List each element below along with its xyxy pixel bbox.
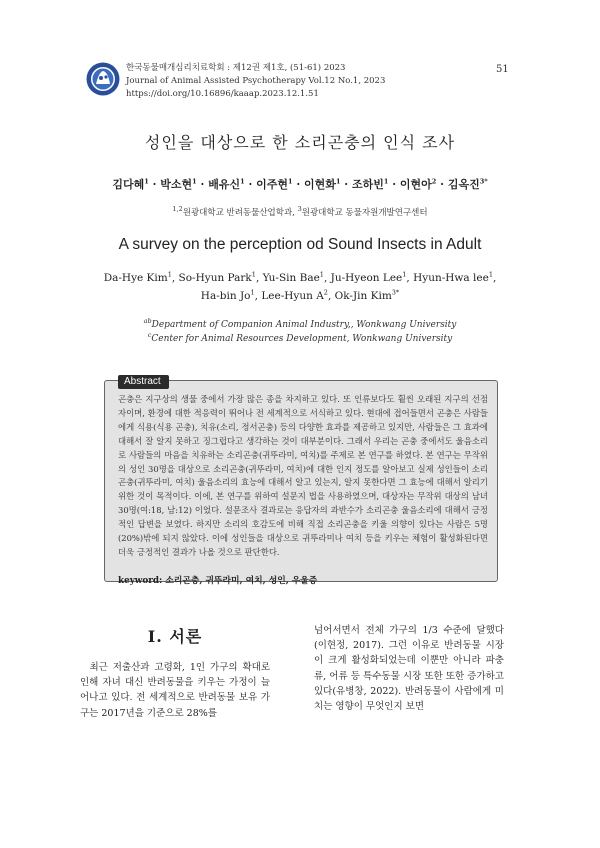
- author-name: 이현아: [399, 178, 432, 191]
- affiliation-english-line2: [0, 332, 600, 346]
- author-name: 이주현: [256, 178, 289, 191]
- journal-header: [126, 62, 385, 101]
- affil-sup: 1,2: [172, 205, 183, 214]
- affil-text: 원광대학교 동물자원개발연구센터: [301, 208, 428, 218]
- author-sup: 3*: [479, 177, 488, 186]
- author-name: Hyun-Hwa lee: [413, 272, 489, 284]
- author-name: 조하빈: [351, 178, 384, 191]
- author-sup: 1: [167, 270, 172, 279]
- affil-sup: c: [147, 331, 152, 339]
- affil-text: 원광대학교 반려동물산업학과,: [182, 208, 298, 218]
- society-seal-logo: [86, 62, 120, 96]
- page-number: 51: [496, 64, 509, 75]
- author-name: 박소현: [160, 178, 193, 191]
- author-name: 배유신: [208, 178, 241, 191]
- authors-english-line1: Da-Hye Kim$^1$, So-Hyun Park$^1$, Yu-Sin Bae$^1$, Ju-Hyeon Lee$^1$, Hyun-Hwa lee$^1$,: [103, 270, 497, 284]
- journal-name-en: Journal of Animal Assisted Psychotherapy Vol.12 No.1, 2023: [126, 76, 386, 86]
- author-name: Ok-Jin Kim: [334, 290, 392, 302]
- affiliation-english-line1: [0, 318, 600, 332]
- author-sup: 1: [488, 270, 493, 279]
- author-name: Ha-bin Jo: [200, 290, 251, 302]
- authors-korean: 김다혜$^1$ · 박소현$^1$ · 배유신$^1$ · 이주현$^1$ · 이현화$^1$ · 조하빈$^1$ · 이현아$^2$ · 김옥진$^{3*}$: [112, 177, 488, 191]
- author-sup: 1: [288, 177, 293, 186]
- authors-english: [0, 269, 600, 305]
- affil-text: Center for Animal Resources Development, Wonkwang University: [151, 334, 453, 344]
- section-title-introduction: Ⅰ. 서론: [147, 627, 203, 646]
- author-name: Ju-Hyeon Lee: [330, 272, 403, 284]
- author-sup: 1: [144, 177, 149, 186]
- abstract-label: Abstract: [118, 375, 169, 389]
- author-name: So-Hyun Park: [178, 272, 252, 284]
- author-sup: 1: [250, 288, 255, 297]
- affiliation-english: [0, 318, 600, 346]
- title-english: A survey on the perception od Sound Insects in Adult: [118, 236, 482, 253]
- author-name: Yu-Sin Bae: [262, 272, 320, 284]
- author-sup: 1: [319, 270, 324, 279]
- author-sup: 1: [402, 270, 407, 279]
- author-name: 김다혜: [112, 178, 145, 191]
- author-sup: 1: [192, 177, 197, 186]
- author-name: Da-Hye Kim: [103, 272, 168, 284]
- body-text-left-column: 최근 저출산과 고령화, 1인 가구의 확대로 인해 자녀 대신 반려동물을 키우는 가정이 늘어나고 있다. 전 세계적으로 반려동물 보유 가구는 2017년을 기준으로 28%를: [80, 662, 270, 719]
- body-text-right-column: 넘어서면서 전체 가구의 1/3 수준에 달했다(이현정, 2017). 그런 이유로 반려동물 시장이 크게 활성화되었는데 이뿐만 아니라 파충류, 어류 등 특수동물 시장 또한 또한 증가하고 있다(유병창, 2022). 반려동물이 사람에게 미치는 영향이 무엇인지 보면: [314, 625, 504, 713]
- authors-english-line2: Ha-bin Jo$^1$, Lee-Hyun $A^2$, Ok-Jin Kim$^{3*}$: [200, 288, 400, 302]
- author-name: Lee-Hyun A: [261, 290, 324, 302]
- keywords: keyword: 소리곤충, 귀뚜라미, 여치, 성인, 우울증: [118, 576, 318, 586]
- affil-sup: ab: [143, 317, 152, 325]
- author-sup: 1: [240, 177, 245, 186]
- author-sup: 3*: [391, 288, 400, 297]
- title-korean: 성인을 대상으로 한 소리곤충의 인식 조사: [144, 133, 456, 152]
- abstract-text: 곤충은 지구상의 생물 중에서 가장 많은 종을 차지하고 있다. 또 인류보다도 훨씬 오래된 지구의 선점자이며, 환경에 대한 적응력이 뛰어나 전 세계적으로 서식하고 있다. 현대에 접어들면서 곤충은 사람들에게 식용(식용 곤충), 치유(소리, 정서곤충) 등의 다양한 효과를 제공하고 있지만, 사람들은 그 효과에 대해서 잘 알지 못하고 징그럽다고 생각하는 것이 대부분이다. 그래서 우리는 곤충 중에서도 울음소리로 사람들의 마음을 치유하는 소리곤충(귀뚜라미, 여치)를 주제로 본 연구를 하였다. 본 연구는 무작위의 성인 30명을 대상으로 소리곤충(귀뚜라미, 여치)에 대한 인지 정도를 알아보고 실제 성인들이 소리곤충(귀뚜라미, 여치) 울음소리의 효능에 대해서 알고 있는지, 알지 못한다면 그 효능에 대해서 알리기 위한 것이 목적이다. 이에, 본 연구를 위하여 설문지 법을 사용하였으며, 대상자는 무작위 대상의 남녀 30명(여:18, 남:12) 이었다. 설문조사 결과로는 응답자의 과반수가 소리곤충 울음소리에 대해서 긍정적인 답변을 보였다. 하지만 소리의 호감도에 비해 직접 소리곤충을 키울 의향이 있다는 사람은 5명(20%)밖에 되지 않았다. 이에 성인들을 대상으로 귀뚜라미나 여치 등을 키우는 체험이 활성화된다면 더욱 긍정적인 결과가 나올 것으로 판단한다.: [118, 394, 488, 557]
- author-sup: 1: [383, 177, 389, 186]
- author-name: 이현화: [304, 178, 336, 191]
- doi-link[interactable]: https://doi.org/10.16896/kaaap.2023.12.1.51: [126, 89, 319, 99]
- author-sup: 2: [323, 288, 328, 297]
- author-sup: 1: [251, 270, 256, 279]
- journal-name-ko: 한국동물매개심리치료학회 : 제12권 제1호, (51-61) 2023: [126, 63, 346, 73]
- affil-sup: 3: [297, 205, 302, 214]
- author-sup: 2: [431, 177, 437, 186]
- author-sup: 1: [335, 177, 341, 186]
- affil-text: Department of Companion Animal Industry,, Wonkwang University: [151, 320, 457, 330]
- affiliation-korean: [0, 206, 600, 218]
- author-name: 김옥진: [447, 178, 480, 191]
